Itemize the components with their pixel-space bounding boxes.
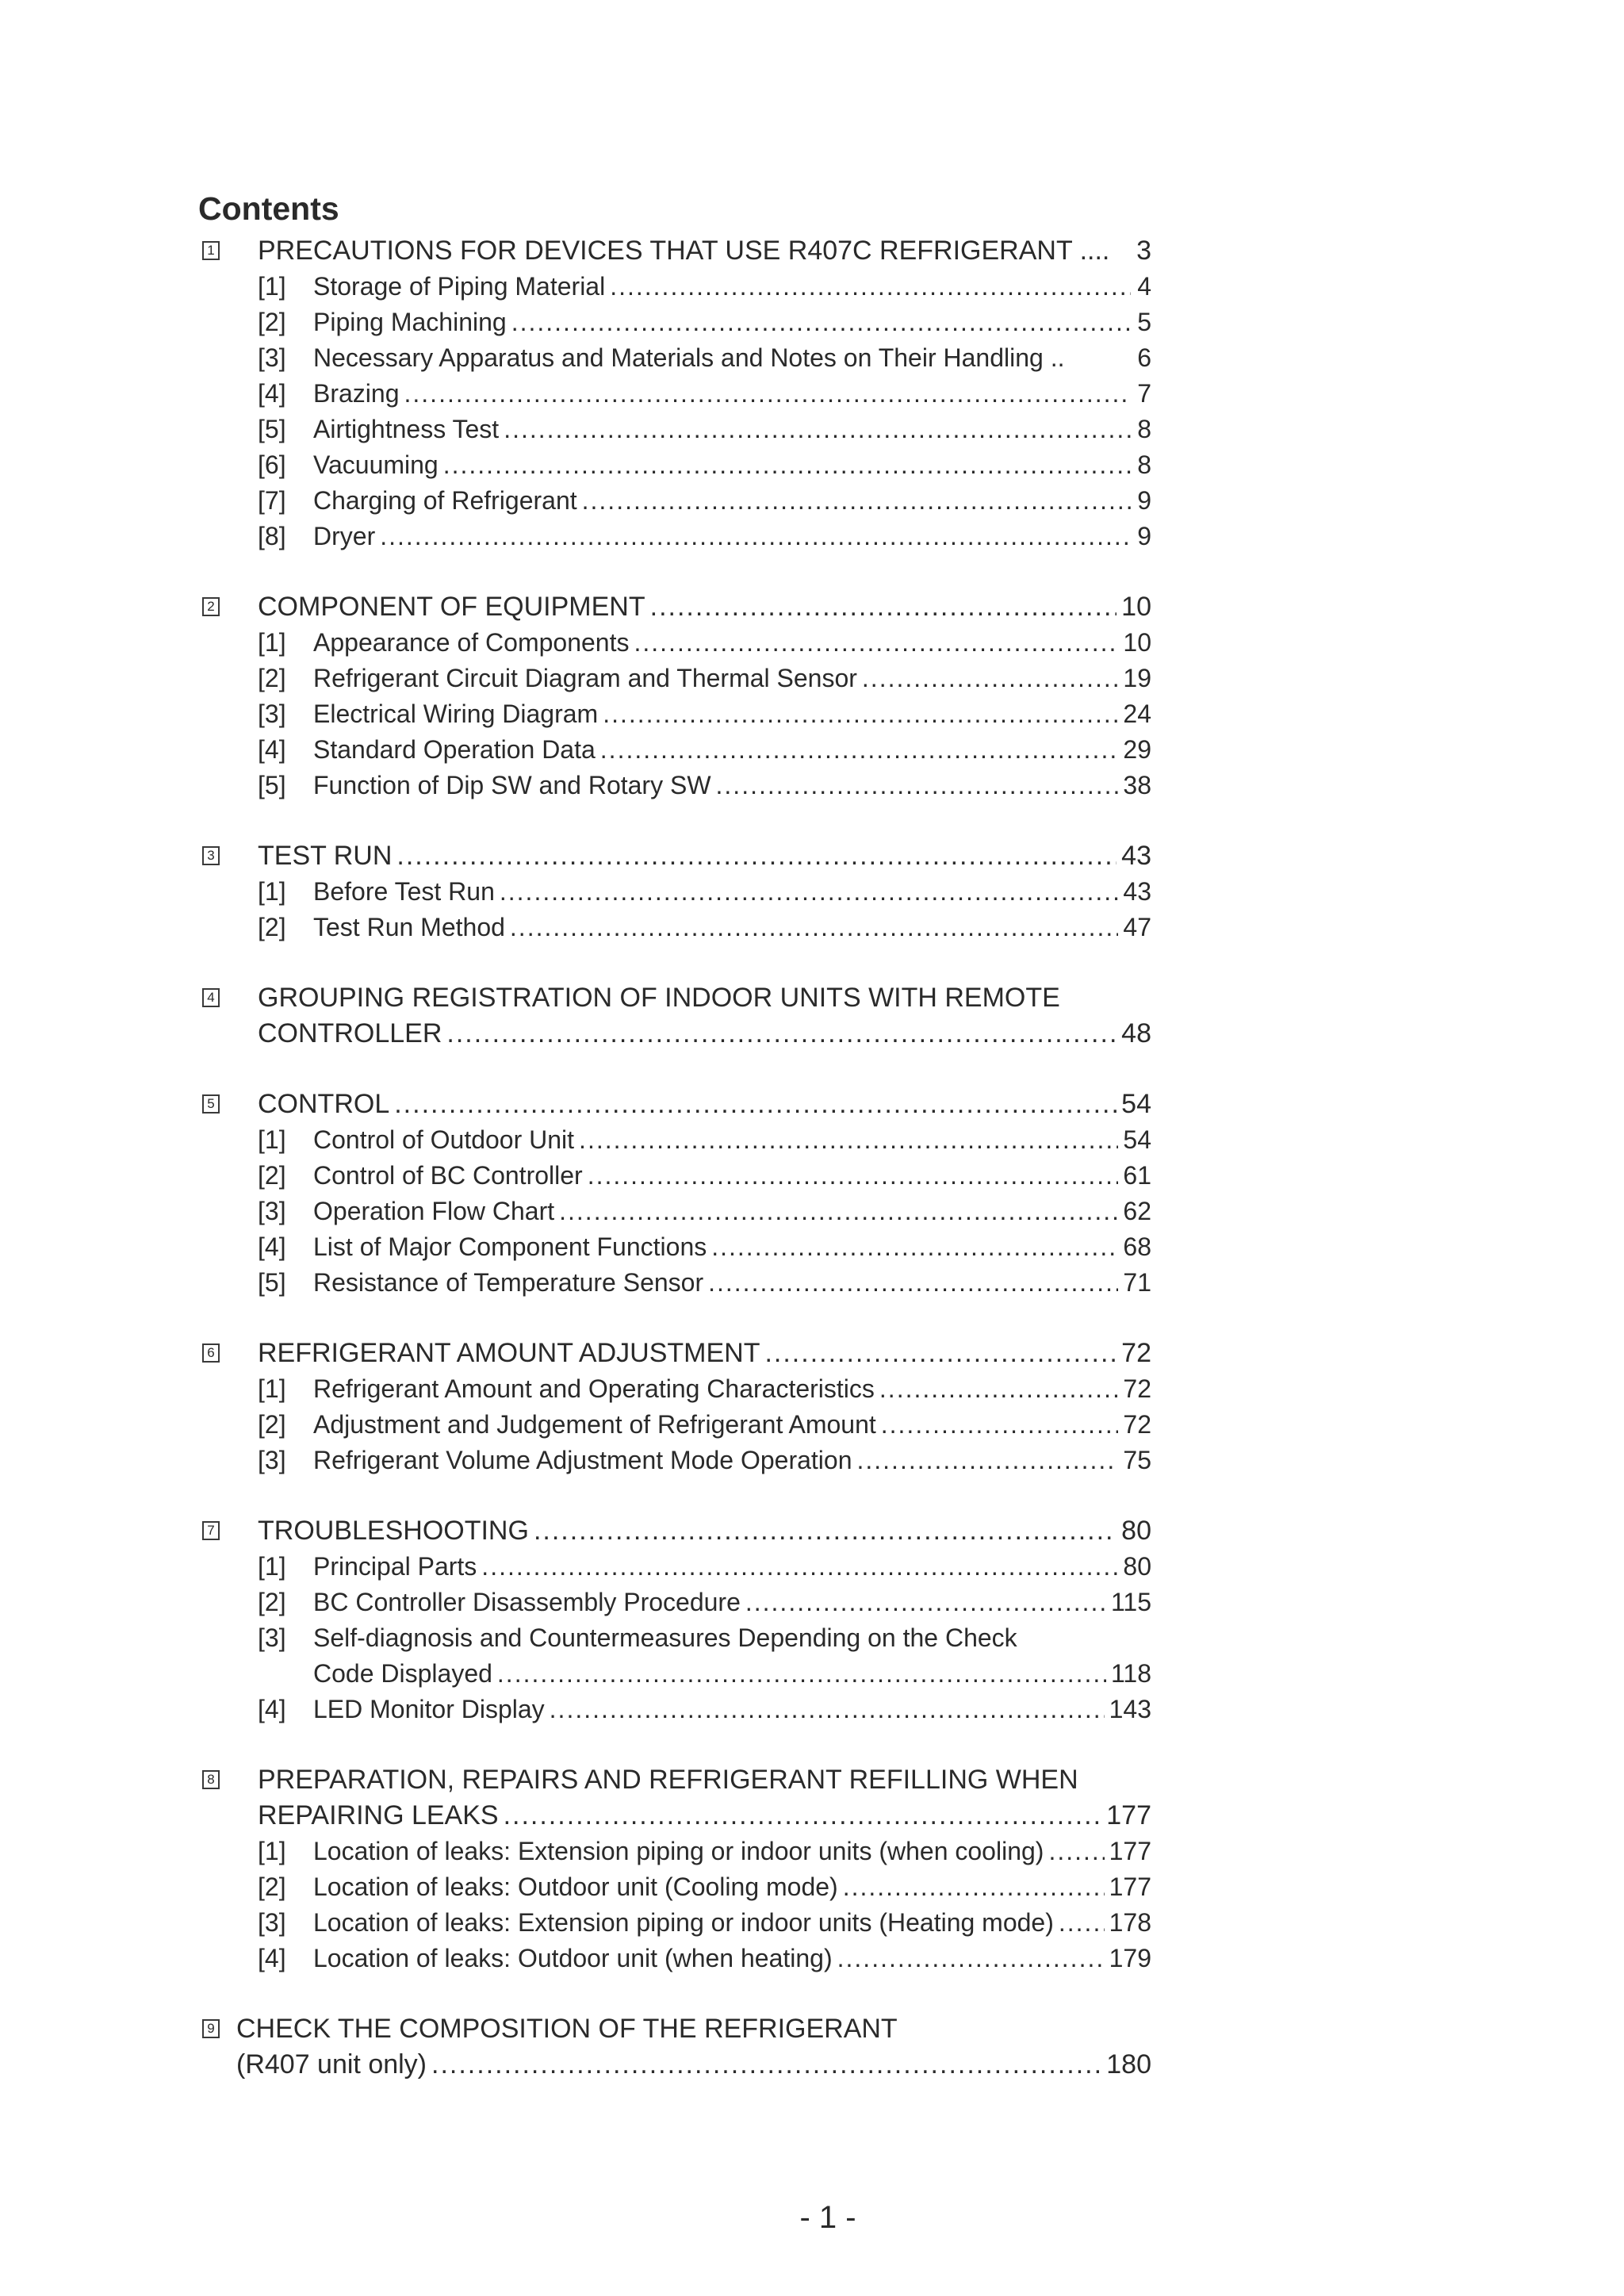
toc-entry-text: Location of leaks: Outdoor unit (when heating): [313, 1944, 833, 1972]
toc-entry-index: [4]: [258, 379, 286, 408]
toc-page-number: 43: [1123, 877, 1151, 906]
toc-entry-text: Test Run Method: [313, 913, 505, 941]
dot-leader: [504, 413, 1131, 445]
toc-entry-text: List of Major Component Functions: [313, 1232, 707, 1261]
toc-entry-text: Location of leaks: Extension piping or indoor units (Heating mode): [313, 1908, 1054, 1937]
dot-leader: [634, 627, 1118, 658]
toc-entry[interactable]: [258, 698, 1151, 730]
toc-entry-text: Location of leaks: Outdoor unit (Cooling mode): [313, 1872, 838, 1901]
toc-entry-text: Storage of Piping Material: [313, 272, 606, 301]
toc-page-number: 180: [1106, 2049, 1151, 2079]
toc-entry-text: CONTROLLER: [258, 1018, 442, 1048]
toc-entry-text: Resistance of Temperature Sensor: [313, 1268, 704, 1297]
toc-page-number: 38: [1123, 771, 1151, 799]
toc-entry-text: Dryer: [313, 522, 376, 550]
dot-leader: [1048, 1835, 1104, 1867]
dot-leader: [497, 1658, 1106, 1689]
toc-entry-index: [2]: [258, 664, 286, 692]
toc-entry[interactable]: [258, 1124, 1151, 1156]
dot-leader: [500, 876, 1119, 907]
toc-page-number: 43: [1121, 841, 1151, 871]
toc-page-number: 54: [1123, 1125, 1151, 1154]
toc-page-number: 19: [1123, 664, 1151, 692]
toc-page-number: 143: [1109, 1695, 1151, 1723]
dot-leader: [396, 840, 1116, 872]
toc-section-line[interactable]: [258, 1800, 1151, 1831]
dot-leader: [843, 1871, 1105, 1903]
dot-leader: [716, 769, 1119, 801]
toc-entry[interactable]: [258, 1195, 1151, 1227]
dot-leader: [650, 591, 1117, 623]
toc-entry-text: REPAIRING LEAKS: [258, 1800, 499, 1830]
toc-entry[interactable]: [258, 627, 1151, 658]
dot-leader: [745, 1586, 1106, 1618]
toc-entry[interactable]: [258, 520, 1151, 552]
toc-entry-text: Standard Operation Data: [313, 735, 596, 764]
dot-leader: [481, 1550, 1118, 1582]
toc-entry[interactable]: [258, 1373, 1151, 1405]
toc-entry[interactable]: [258, 485, 1151, 516]
toc-page-number: 7: [1137, 379, 1151, 408]
dot-leader: [862, 662, 1119, 694]
toc-page-number: 179: [1109, 1944, 1151, 1972]
toc-page-number: 4: [1137, 272, 1151, 301]
dot-leader: [610, 270, 1131, 302]
toc-page-number: 9: [1137, 522, 1151, 550]
toc-entry-index: [4]: [258, 735, 286, 764]
dot-leader: [404, 378, 1132, 409]
toc-page-number: 72: [1123, 1410, 1151, 1439]
toc-entry[interactable]: [258, 1267, 1151, 1298]
toc-section-line[interactable]: [236, 2013, 1151, 2045]
toc-page-number: 6: [1137, 343, 1151, 372]
toc-section-line[interactable]: [258, 840, 1151, 872]
toc-entry[interactable]: [258, 662, 1151, 694]
toc-section-line[interactable]: [258, 591, 1151, 623]
toc-entry-text: Appearance of Components: [313, 628, 630, 657]
toc-section-line[interactable]: [236, 2049, 1151, 2080]
toc-entry-index: [3]: [258, 343, 286, 372]
toc-page-number: 5: [1137, 308, 1151, 336]
dot-leader: [534, 1515, 1116, 1547]
toc-page-number: 24: [1123, 700, 1151, 728]
dot-leader: [764, 1337, 1116, 1369]
dot-leader: [579, 1124, 1118, 1156]
toc-entry[interactable]: [258, 413, 1151, 445]
dot-leader: [711, 1231, 1118, 1263]
toc-entry[interactable]: [258, 1871, 1151, 1903]
toc-entry-index: [1]: [258, 628, 286, 657]
toc-entry-text: Refrigerant Volume Adjustment Mode Operation: [313, 1446, 852, 1474]
page-number: - 1 -: [799, 2200, 856, 2235]
toc-page-number: 10: [1123, 628, 1151, 657]
dot-leader: [559, 1195, 1118, 1227]
toc-entry-text: Brazing: [313, 379, 400, 408]
toc-entry-index: [2]: [258, 1161, 286, 1190]
toc-entry-text: BC Controller Disassembly Procedure: [313, 1588, 741, 1616]
dot-leader: [708, 1267, 1118, 1298]
toc-entry-text: PREPARATION, REPAIRS AND REFRIGERANT REFILLING WHEN: [258, 1765, 1078, 1795]
toc-entry-index: [6]: [258, 450, 286, 479]
toc-entry-text: Electrical Wiring Diagram: [313, 700, 599, 728]
toc-entry-index: [2]: [258, 1588, 286, 1616]
toc-entry-text: TROUBLESHOOTING: [258, 1516, 529, 1546]
toc-entry-text: TEST RUN: [258, 841, 393, 871]
toc-entry-index: [5]: [258, 415, 286, 443]
toc-entry-index: [5]: [258, 1268, 286, 1297]
toc-entry[interactable]: [258, 1550, 1151, 1582]
dot-leader: [588, 1159, 1119, 1191]
section-number-box: 9: [202, 2019, 220, 2038]
toc-entry-index: [2]: [258, 1410, 286, 1439]
dot-leader: [446, 1018, 1116, 1049]
section-number-box: 2: [202, 597, 220, 616]
toc-page-number: 118: [1110, 1659, 1151, 1688]
toc-page-number: 71: [1123, 1268, 1151, 1297]
toc-section-line[interactable]: [258, 1515, 1151, 1547]
toc-entry[interactable]: [258, 1159, 1151, 1191]
section-number-box: 6: [202, 1343, 220, 1363]
toc-section-line[interactable]: [258, 1088, 1151, 1120]
toc-entry[interactable]: [258, 378, 1151, 409]
toc-entry-index: [3]: [258, 1197, 286, 1225]
toc-page-number: 80: [1123, 1552, 1151, 1581]
toc-entry-text: PRECAUTIONS FOR DEVICES THAT USE R407C REFRIGERANT ....: [258, 236, 1110, 266]
toc-entry-text: Airtightness Test: [313, 415, 500, 443]
dot-leader: [1059, 1907, 1105, 1938]
toc-entry-text: Before Test Run: [313, 877, 495, 906]
toc-page-number: 10: [1121, 592, 1151, 622]
toc-entry[interactable]: [258, 911, 1151, 943]
toc-entry-index: [3]: [258, 1446, 286, 1474]
toc-entry[interactable]: [258, 306, 1151, 338]
toc-entry-text: Code Displayed: [313, 1659, 492, 1688]
toc-entry[interactable]: [258, 270, 1151, 302]
toc-entry-text: REFRIGERANT AMOUNT ADJUSTMENT: [258, 1338, 760, 1368]
dot-leader: [881, 1409, 1119, 1440]
dot-leader: [879, 1373, 1119, 1405]
toc-page-number: 178: [1109, 1908, 1151, 1937]
toc-section-line[interactable]: [258, 982, 1151, 1014]
toc-entry-text: Principal Parts: [313, 1552, 477, 1581]
toc-entry-index: [1]: [258, 1374, 286, 1403]
toc-entry-text: Refrigerant Amount and Operating Characteristics: [313, 1374, 875, 1403]
toc-entry[interactable]: [258, 1622, 1151, 1654]
toc-entry-text: GROUPING REGISTRATION OF INDOOR UNITS WITH REMOTE: [258, 983, 1060, 1013]
toc-section-line[interactable]: [258, 1764, 1151, 1796]
toc-entry[interactable]: [258, 1409, 1151, 1440]
page-title: Contents: [198, 190, 339, 227]
toc-entry-text: COMPONENT OF EQUIPMENT: [258, 592, 645, 622]
toc-entry-text: Control of Outdoor Unit: [313, 1125, 575, 1154]
toc-entry-text: Necessary Apparatus and Materials and Notes on Their Handling ..: [313, 343, 1065, 372]
toc-page-number: 177: [1109, 1837, 1151, 1865]
section-number-box: 7: [202, 1521, 220, 1540]
toc-section-line[interactable]: [258, 1018, 1151, 1049]
toc-entry-text: Location of leaks: Extension piping or indoor units (when cooling): [313, 1837, 1044, 1865]
toc-section-line[interactable]: [258, 235, 1151, 266]
toc-entry[interactable]: [258, 1586, 1151, 1618]
toc-entry-text: Function of Dip SW and Rotary SW: [313, 771, 711, 799]
dot-leader: [603, 698, 1118, 730]
toc-entry-index: [2]: [258, 1872, 286, 1901]
toc-entry-index: [1]: [258, 1125, 286, 1154]
toc-entry-text: Self-diagnosis and Countermeasures Depending on the Check: [313, 1623, 1017, 1652]
toc-entry-text: Adjustment and Judgement of Refrigerant Amount: [313, 1410, 876, 1439]
toc-page-number: 9: [1137, 486, 1151, 515]
toc-entry[interactable]: [258, 1658, 1151, 1689]
dot-leader: [856, 1444, 1118, 1476]
dot-leader: [582, 485, 1131, 516]
toc-page-number: 29: [1123, 735, 1151, 764]
toc-entry-index: [8]: [258, 522, 286, 550]
section-number-box: 5: [202, 1094, 220, 1114]
toc-page-number: 72: [1121, 1338, 1151, 1368]
toc-entry-index: [5]: [258, 771, 286, 799]
toc-entry[interactable]: [258, 876, 1151, 907]
toc-page-number: 75: [1123, 1446, 1151, 1474]
toc-entry-index: [3]: [258, 1908, 286, 1937]
toc-page-number: 62: [1123, 1197, 1151, 1225]
toc-entry[interactable]: [258, 1231, 1151, 1263]
toc-page-number: 48: [1121, 1018, 1151, 1048]
toc-page-number: 72: [1123, 1374, 1151, 1403]
toc-entry-text: (R407 unit only): [236, 2049, 427, 2079]
toc-page-number: 3: [1136, 236, 1151, 266]
toc-entry-text: LED Monitor Display: [313, 1695, 545, 1723]
dot-leader: [510, 911, 1119, 943]
toc-entry[interactable]: [258, 1693, 1151, 1725]
dot-leader: [600, 734, 1119, 765]
toc-entry-index: [4]: [258, 1232, 286, 1261]
toc-entry[interactable]: [258, 734, 1151, 765]
toc-entry[interactable]: [258, 1942, 1151, 1974]
toc-entry-index: [4]: [258, 1695, 286, 1723]
toc-entry[interactable]: [258, 1907, 1151, 1938]
toc-page-number: 61: [1123, 1161, 1151, 1190]
toc-entry-index: [1]: [258, 1837, 286, 1865]
toc-entry-text: CONTROL: [258, 1089, 390, 1119]
section-number-box: 1: [202, 241, 220, 260]
section-number-box: 8: [202, 1770, 220, 1789]
toc-entry-index: [4]: [258, 1944, 286, 1972]
dot-leader: [380, 520, 1131, 552]
toc-page-number: 115: [1110, 1588, 1151, 1616]
dot-leader: [511, 306, 1131, 338]
toc-entry[interactable]: [258, 342, 1151, 374]
toc-entry-text: CHECK THE COMPOSITION OF THE REFRIGERANT: [236, 2014, 898, 2044]
toc-page-number: 80: [1121, 1516, 1151, 1546]
toc-entry-text: Control of BC Controller: [313, 1161, 583, 1190]
toc-entry[interactable]: [258, 1444, 1151, 1476]
toc-page-number: 68: [1123, 1232, 1151, 1261]
toc-page-number: 54: [1121, 1089, 1151, 1119]
toc-entry-index: [1]: [258, 877, 286, 906]
toc-entry-text: Piping Machining: [313, 308, 507, 336]
toc-page-number: 177: [1106, 1800, 1151, 1830]
toc-entry-index: [1]: [258, 272, 286, 301]
section-number-box: 3: [202, 846, 220, 865]
toc-entry-text: Refrigerant Circuit Diagram and Thermal Sensor: [313, 664, 857, 692]
toc-section-line[interactable]: [258, 1337, 1151, 1369]
dot-leader: [550, 1693, 1105, 1725]
toc-entry-text: Operation Flow Chart: [313, 1197, 555, 1225]
toc-entry-index: [3]: [258, 700, 286, 728]
toc-entry-text: Charging of Refrigerant: [313, 486, 577, 515]
dot-leader: [837, 1942, 1105, 1974]
toc-entry-index: [3]: [258, 1623, 286, 1652]
toc-entry-text: Vacuuming: [313, 450, 439, 479]
toc-entry[interactable]: [258, 769, 1151, 801]
toc-entry-index: [1]: [258, 1552, 286, 1581]
dot-leader: [443, 449, 1131, 481]
dot-leader: [394, 1088, 1116, 1120]
toc-page-number: 8: [1137, 450, 1151, 479]
toc-page-number: 8: [1137, 415, 1151, 443]
toc-entry[interactable]: [258, 449, 1151, 481]
toc-entry[interactable]: [258, 1835, 1151, 1867]
toc-entry-index: [2]: [258, 308, 286, 336]
toc-page-number: 47: [1123, 913, 1151, 941]
toc-page-number: 177: [1109, 1872, 1151, 1901]
dot-leader: [431, 2049, 1101, 2080]
toc-entry-index: [2]: [258, 913, 286, 941]
toc-entry-index: [7]: [258, 486, 286, 515]
section-number-box: 4: [202, 988, 220, 1007]
dot-leader: [504, 1800, 1102, 1831]
